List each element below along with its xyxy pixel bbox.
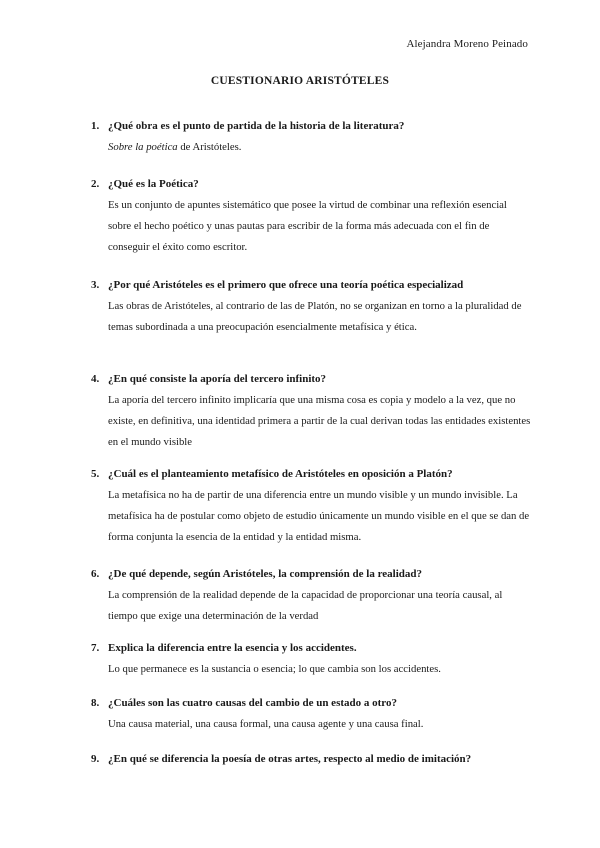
answer-italic-title: Sobre la poética bbox=[108, 141, 178, 153]
answer-text: La aporía del tercero infinito implicaría que una misma cosa es copia y modelo a la vez, que no existe, en definitiva, una identidad primera a partir de la cual derivan todas las entidades existentes en el mundo visible bbox=[108, 394, 531, 448]
question-text: Explica la diferencia entre la esencia y los accidentes. bbox=[108, 642, 357, 654]
question-list bbox=[91, 117, 531, 769]
question-text: ¿Qué obra es el punto de partida de la historia de la literatura? bbox=[108, 120, 405, 132]
question-number: 6. bbox=[91, 568, 100, 580]
question-text: ¿Cuáles son las cuatro causas del cambio de un estado a otro? bbox=[108, 697, 397, 709]
answer-text: Las obras de Aristóteles, al contrario de las de Platón, no se organizan en torno a la pluralidad de temas subordinada a una preocupación esencialmente metafísica y ética. bbox=[108, 300, 522, 333]
question-text: ¿En qué se diferencia la poesía de otras artes, respecto al medio de imitación? bbox=[108, 753, 472, 765]
question-number: 1. bbox=[91, 120, 100, 132]
question-number: 3. bbox=[91, 279, 100, 291]
question-number: 9. bbox=[91, 753, 100, 765]
question-item bbox=[91, 750, 531, 769]
question-item bbox=[91, 117, 531, 175]
question-number: 4. bbox=[91, 373, 100, 385]
answer-rest: de Aristóteles. bbox=[177, 141, 242, 153]
document-title: CUESTIONARIO ARISTÓTELES bbox=[210, 75, 390, 87]
answer-text: La metafísica no ha de partir de una diferencia entre un mundo visible y un mundo invisible. La metafísica ha de postular como objeto de estudio únicamente un mundo visible en el que se dan de forma conjunta la esencia de la entidad y la entidad misma. bbox=[108, 489, 530, 543]
question-text: ¿Por qué Aristóteles es el primero que ofrece una teoría poética especializad bbox=[108, 279, 464, 291]
question-text: ¿En qué consiste la aporía del tercero infinito? bbox=[108, 373, 327, 385]
question-item bbox=[91, 694, 531, 750]
question-number: 5. bbox=[91, 468, 100, 480]
question-number: 7. bbox=[91, 642, 100, 654]
answer-text bbox=[108, 137, 531, 158]
question-text: ¿De qué depende, según Aristóteles, la comprensión de la realidad? bbox=[108, 568, 423, 580]
question-text: ¿Qué es la Poética? bbox=[108, 178, 199, 190]
question-item bbox=[91, 639, 531, 694]
question-item bbox=[91, 370, 531, 465]
answer-text: Una causa material, una causa formal, una causa agente y una causa final. bbox=[108, 718, 424, 730]
question-item bbox=[91, 175, 531, 276]
answer-text: Lo que permanece es la sustancia o esencia; lo que cambia son los accidentes. bbox=[108, 663, 441, 675]
question-number: 2. bbox=[91, 178, 100, 190]
author-name: Alejandra Moreno Peinado bbox=[406, 38, 528, 50]
answer-text: La comprensión de la realidad depende de la capacidad de proporcionar una teoría causal, al tiempo que exige una determinación de la verdad bbox=[108, 589, 503, 622]
question-item bbox=[91, 276, 531, 370]
question-number: 8. bbox=[91, 697, 100, 709]
question-item bbox=[91, 565, 531, 639]
answer-text: Es un conjunto de apuntes sistemático que posee la virtud de combinar una reflexión esencial sobre el hecho poético y unas pautas para escribir de la forma más adecuada con el fin de conseguir el éxito como escritor. bbox=[108, 199, 507, 253]
question-item bbox=[91, 465, 531, 565]
question-text: ¿Cuál es el planteamiento metafísico de Aristóteles en oposición a Platón? bbox=[108, 468, 453, 480]
